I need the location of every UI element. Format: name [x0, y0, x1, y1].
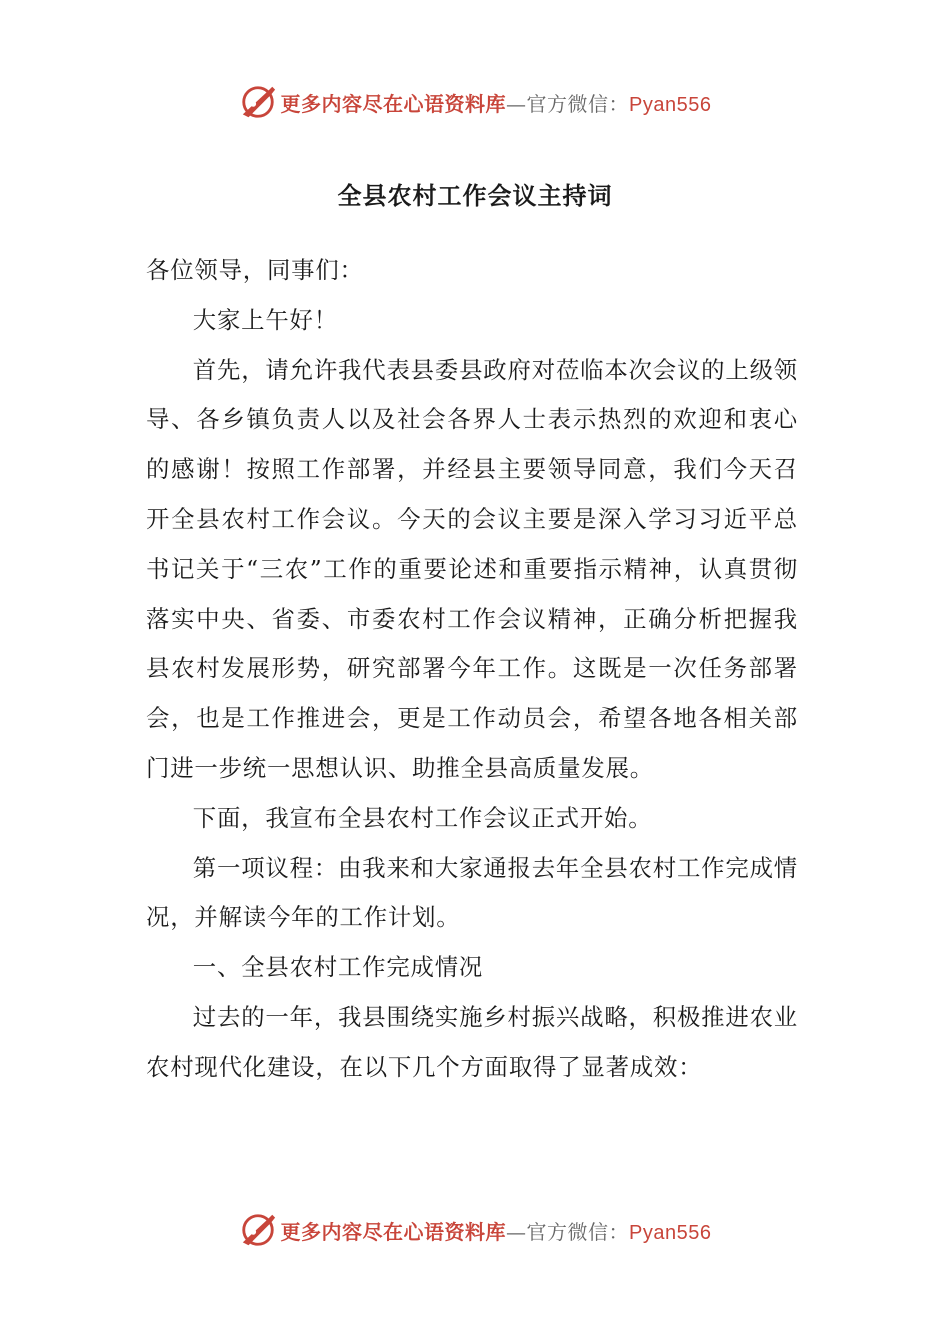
document-title: 全县农村工作会议主持词	[337, 181, 613, 210]
pen-in-circle-icon	[239, 83, 277, 121]
meeting-start-paragraph: 下面，我宣布全县农村工作会议正式开始。	[192, 803, 653, 832]
banner-official-label: 官方微信：	[526, 91, 630, 116]
header-banner	[0, 80, 950, 124]
footer-banner	[0, 1208, 950, 1252]
footer-wechat-id: Pyan556	[629, 1221, 712, 1244]
review-paragraph: 过去的一年，我县围绕实施乡村振兴战略，积极推进农业农村现代化建设，在以下几个方面取得了显著成效：	[146, 1002, 798, 1081]
agenda-item-1: 第一项议程：由我来和大家通报去年全县农村工作完成情况，并解读今年的工作计划。	[146, 853, 798, 932]
pen-in-circle-icon	[239, 1211, 277, 1249]
banner-dash: —	[506, 91, 527, 116]
banner-wechat-id: Pyan556	[629, 93, 712, 116]
salutation: 各位领导，同事们：	[146, 256, 364, 284]
section-heading-1: 一、全县农村工作完成情况	[192, 953, 484, 982]
footer-main-text: 更多内容尽在心语资料库	[280, 1219, 507, 1244]
greeting: 大家上午好！	[192, 305, 338, 334]
document-body	[146, 246, 798, 1093]
banner-main-text: 更多内容尽在心语资料库	[280, 91, 507, 116]
footer-official-label: 官方微信：	[526, 1219, 630, 1244]
footer-dash: —	[506, 1219, 527, 1244]
opening-paragraph: 首先，请允许我代表县委县政府对莅临本次会议的上级领导、各乡镇负责人以及社会各界人士表示热烈的欢迎和衷心的感谢！按照工作部署，并经县主要领导同意，我们今天召开全县农村工作会议。今天的会议主要是深入学习习近平总书记关于“三农”工作的重要论述和重要指示精神，认真贯彻落实中央、省委、市委农村工作会议精神，正确分析把握我县农村发展形势，研究部署今年工作。这既是一次任务部署会，也是工作推进会，更是工作动员会，希望各地各相关部门进一步统一思想认识、助推全县高质量发展。	[146, 355, 798, 782]
